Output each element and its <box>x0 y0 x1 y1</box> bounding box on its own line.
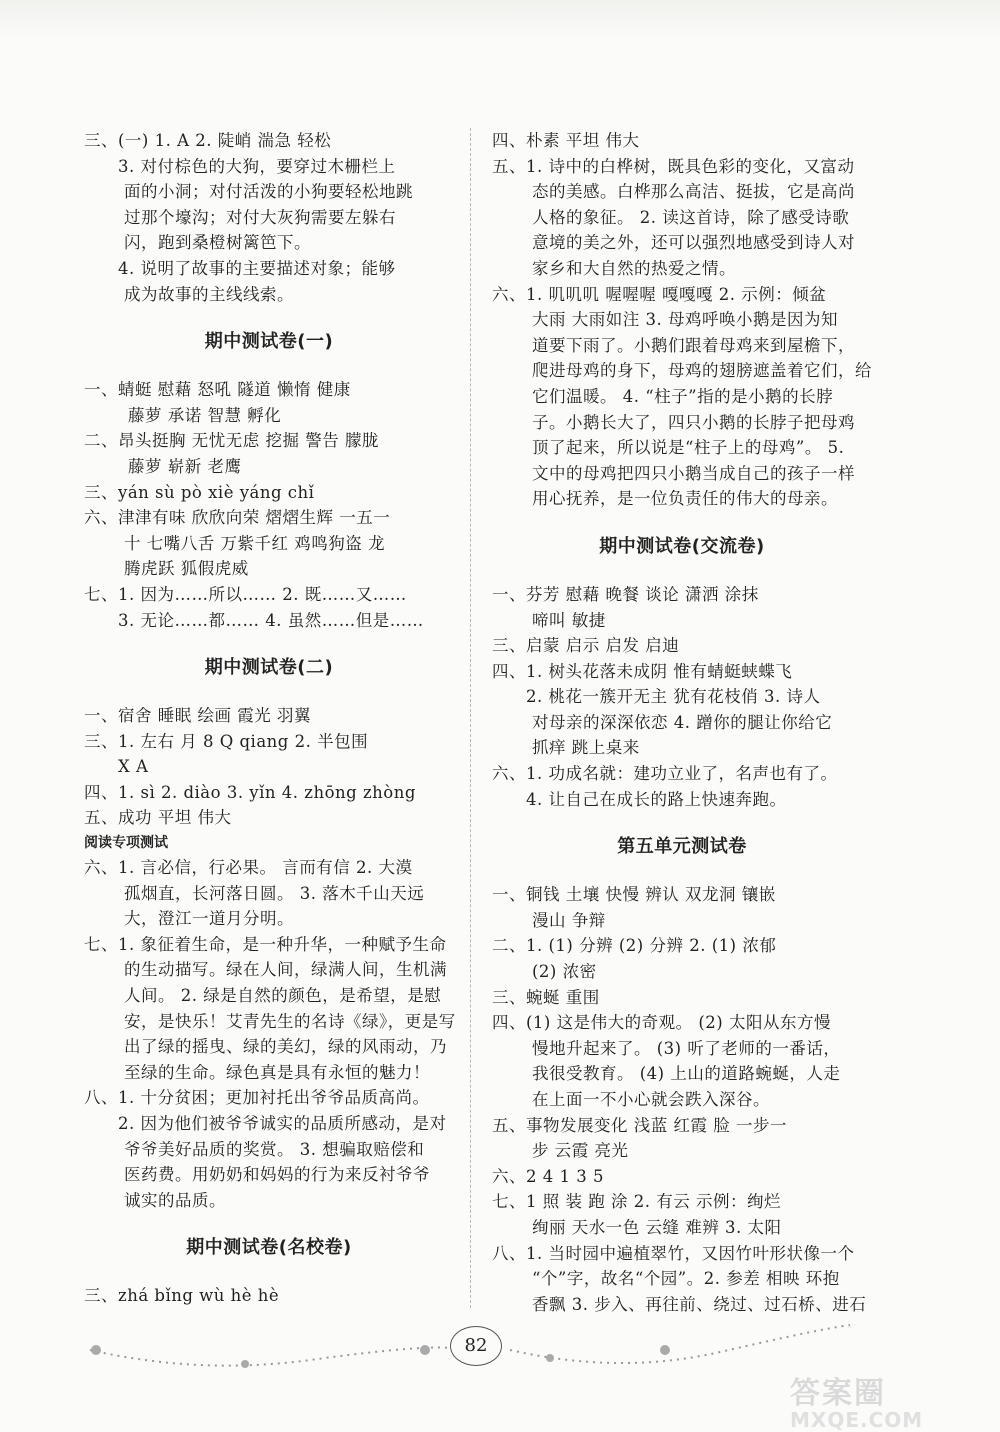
answer-line: 面的小洞；对付活泼的小狗要轻松地跳 <box>124 182 413 202</box>
answer-line: 八、1. 十分贫困；更加衬托出爷爷品质高尚。 <box>84 1088 430 1108</box>
column-divider <box>470 128 471 1308</box>
answer-line: 漫山 争辩 <box>532 910 606 930</box>
answer-line: 医药费。用奶奶和妈妈的行为来反衬爷爷 <box>124 1165 430 1185</box>
answer-line: 意境的美之外，还可以强烈地感受到诗人对 <box>532 233 855 253</box>
answer-line: 啼叫 敏捷 <box>532 610 606 630</box>
answer-line: 藤萝 承诺 智慧 孵化 <box>128 405 282 425</box>
answer-line: 绚丽 天水一色 云缝 难辨 3. 太阳 <box>532 1217 782 1237</box>
answer-line: 大雨 大雨如注 3. 母鸡呼唤小鹅是因为知 <box>532 310 838 330</box>
answer-line: 七、1. 因为……所以…… 2. 既……又…… <box>84 584 407 604</box>
answer-line: 态的美感。白桦那么高洁、挺拔，它是高尚 <box>532 182 855 202</box>
answer-line: 六、1. 叽叽叽 喔喔喔 嘎嘎嘎 2. 示例：倾盆 <box>492 284 827 304</box>
answer-line: 3. 无论……都…… 4. 虽然……但是…… <box>118 610 424 630</box>
answer-line: 一、芬芳 慰藉 晚餐 谈论 潇洒 涂抹 <box>492 584 759 604</box>
section-heading: 第五单元测试卷 <box>617 836 747 858</box>
answer-line: 孤烟直，长河落日圆。 3. 落木千山天远 <box>124 883 425 903</box>
section-heading: 期中测试卷(名校卷) <box>186 1237 352 1259</box>
left-column <box>84 128 454 1309</box>
answer-line: 顶了起来，所以说是“柱子上的母鸡”。 5. <box>532 438 845 458</box>
answer-line: 子。小鹅长大了，四只小鹅的长脖子把母鸡 <box>532 412 855 432</box>
answer-line: 人格的象征。 2. 读这首诗，除了感受诗歌 <box>532 207 850 227</box>
answer-line: 安，是快乐！艾青先生的名诗《绿》，更是写 <box>124 1011 456 1031</box>
answer-line: 出了绿的摇曳、绿的美幻，绿的风雨动，乃 <box>124 1037 447 1057</box>
answer-line: 五、事物发展变化 浅蓝 红霞 脸 一步一 <box>492 1115 787 1135</box>
answer-line: 慢地升起来了。 (3) 听了老师的一番话， <box>532 1038 841 1058</box>
answer-line: 成为故事的主线线索。 <box>124 284 294 304</box>
section-heading: 期中测试卷(交流卷) <box>599 535 765 557</box>
answer-line: 抓痒 跳上桌来 <box>532 738 640 758</box>
answer-line: 2. 桃花一簇开无主 犹有花枝俏 3. 诗人 <box>526 687 821 707</box>
answer-line: 四、1. sì 2. diào 3. yǐn 4. zhōng zhòng <box>84 782 416 802</box>
answer-line: 六、1. 功成名就：建功立业了，名声也有了。 <box>492 764 838 784</box>
answer-line: 的生动描写。绿在人间，绿满人间，生机满 <box>124 960 447 980</box>
answer-line: 五、成功 平坦 伟大 <box>84 808 232 828</box>
answer-line: 它们温暖。 4. “柱子”指的是小鹅的长脖 <box>532 386 834 406</box>
answer-line: 香飘 3. 步入、再往前、绕过、过石桥、进石 <box>532 1294 867 1314</box>
answer-line: 七、1 照 装 跑 涂 2. 有云 示例：绚烂 <box>492 1192 781 1212</box>
answer-line: 4. 说明了故事的主要描述对象；能够 <box>118 258 396 278</box>
page-number: 82 <box>450 1326 502 1366</box>
answer-line: 四、1. 树头花落未成阴 惟有蜻蜓蛱蝶飞 <box>492 661 793 681</box>
answer-line: 六、1. 言必信，行必果。 言而有信 2. 大漠 <box>84 858 413 878</box>
watermark-logo-text: 答案圈 <box>790 1376 886 1411</box>
answer-line: 七、1. 象征着生命，是一种升华，一种赋予生命 <box>84 934 447 954</box>
answer-line: 文中的母鸡把四只小鹅当成自己的孩子一样 <box>532 463 855 483</box>
watermark-logo <box>790 1368 990 1432</box>
answer-line: 六、2 4 1 3 5 <box>492 1166 604 1186</box>
answer-line: 腾虎跃 狐假虎威 <box>124 559 249 579</box>
answer-line: 三、yán sù pò xiè yáng chǐ <box>84 482 315 502</box>
answer-line: 二、昂头挺胸 无忧无虑 挖掘 警告 朦胧 <box>84 431 379 451</box>
answer-line: 三、zhá bǐng wù hè hè <box>84 1286 280 1306</box>
answer-line: 三、1. 左右 月 8 Q qiang 2. 半包围 <box>84 731 369 751</box>
answer-line: 至绿的生命。绿色真是具有永恒的魅力！ <box>124 1062 430 1082</box>
answer-line: 藤萝 崭新 老鹰 <box>128 456 242 476</box>
answer-line: 3. 对付棕色的大狗，要穿过木栅栏上 <box>118 156 396 176</box>
answer-line: “个”字，故名“个园”。2. 参差 相映 环抱 <box>532 1269 840 1289</box>
answer-line: 三、启蒙 启示 启发 启迪 <box>492 636 680 656</box>
watermark-url: MXQE.COM <box>790 1408 924 1432</box>
answer-line: 三、蜿蜒 重围 <box>492 987 600 1007</box>
answer-line: 家乡和大自然的热爱之情。 <box>532 258 736 278</box>
answer-line: 三、(一) 1. A 2. 陡峭 湍急 轻松 <box>84 131 332 150</box>
answer-line: 二、1. (1) 分辨 (2) 分辨 2. (1) 浓郁 <box>492 936 777 956</box>
answer-line: 五、1. 诗中的白桦树，既具色彩的变化，又富动 <box>492 156 855 176</box>
answer-line: 诚实的品质。 <box>124 1190 226 1210</box>
answer-line: X A <box>118 757 149 777</box>
answer-line: 八、1. 当时园中遍植翠竹，又因竹叶形状像一个 <box>492 1243 855 1263</box>
answer-line: 一、蜻蜓 慰藉 怒吼 隧道 懒惰 健康 <box>84 380 351 400</box>
answer-line: 爬进母鸡的身下，母鸡的翅膀遮盖着它们，给 <box>532 361 872 381</box>
answer-line: 爷爷美好品质的奖赏。 3. 想骗取赔偿和 <box>124 1139 425 1159</box>
answer-line: 对母亲的深深依恋 4. 蹭你的腿让你给它 <box>532 712 833 732</box>
answer-line: 过那个壕沟；对付大灰狗需要左躲右 <box>124 207 396 227</box>
section-heading: 期中测试卷(一) <box>204 331 334 353</box>
answer-line: 在上面一不小心就会跌入深谷。 <box>532 1090 770 1109</box>
answer-line: 六、津津有味 欣欣向荣 熠熠生辉 一五一 <box>84 508 391 528</box>
answer-line: 我很受教育。 (4) 上山的道路蜿蜒，人走 <box>532 1064 841 1084</box>
answer-line: 道要下雨了。小鹅们跟着母鸡来到屋檐下， <box>532 335 855 355</box>
right-column <box>492 128 872 1317</box>
answer-line: 2. 因为他们被爷爷诚实的品质所感动，是对 <box>118 1114 447 1133</box>
answer-line: 一、铜钱 土壤 快慢 辨认 双龙洞 镶嵌 <box>492 885 776 905</box>
answer-line: 闪，跑到桑橙树篱笆下。 <box>124 233 311 253</box>
answer-line: 一、宿舍 睡眠 绘画 霞光 羽翼 <box>84 706 311 726</box>
top-shadow <box>0 0 1000 40</box>
answer-line: 十 七嘴八舌 万紫千红 鸡鸣狗盗 龙 <box>124 533 385 553</box>
answer-line: 人间。 2. 绿是自然的颜色，是希望，是慰 <box>124 986 442 1006</box>
answer-line: 四、朴素 平坦 伟大 <box>492 131 640 150</box>
answer-line: (2) 浓密 <box>532 962 597 982</box>
answer-line: 4. 让自己在成长的路上快速奔跑。 <box>526 789 787 809</box>
answer-line: 四、(1) 这是伟大的奇观。 (2) 太阳从东方慢 <box>492 1013 831 1033</box>
subsection-title: 阅读专项测试 <box>84 835 168 852</box>
answer-line: 大，澄江一道月分明。 <box>124 909 294 929</box>
answer-line: 用心抚养，是一位负责任的伟大的母亲。 <box>532 489 838 509</box>
answer-line: 步 云霞 亮光 <box>532 1141 629 1161</box>
section-heading: 期中测试卷(二) <box>204 657 334 679</box>
